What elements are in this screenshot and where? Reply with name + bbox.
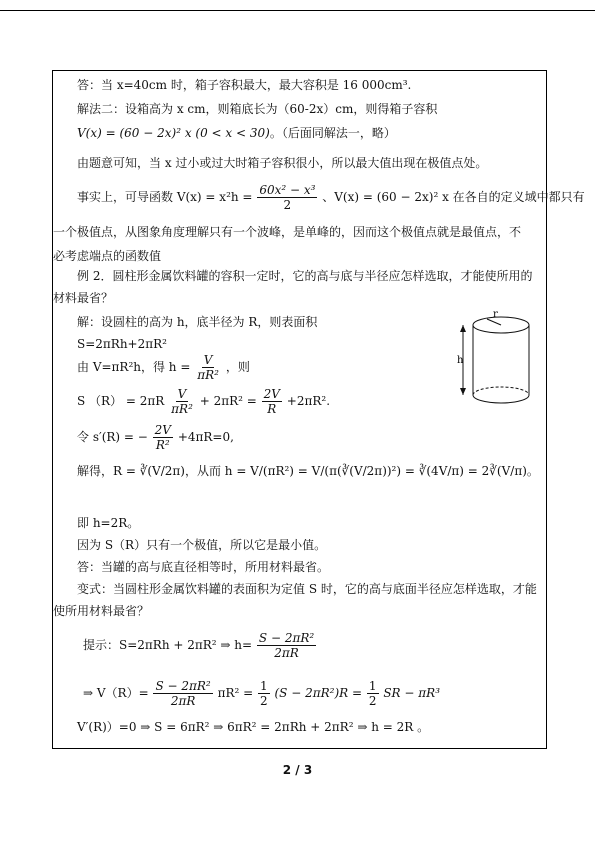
volume-formula-line: V(x) = (60 − 2x)² x (0 < x < 30)。（后面同解法一，略）: [77, 126, 396, 140]
variant-line-1: 变式：当圆柱形金属饮料罐的表面积为定值 S 时，它的高与底面半径应怎样选取，才能: [77, 582, 537, 596]
surface-area-line: S=2πRh+2πR²: [77, 337, 167, 351]
answer2-line: 答：当罐的高与底直径相等时，所用材料最省。: [77, 560, 330, 574]
example2-line-2: 材料最省？: [53, 291, 114, 305]
answer-line: 答：当 x=40cm 时，箱子容积最大，最大容积是 16 000cm³.: [77, 78, 412, 92]
conclusion-line: 即 h=2R。: [77, 516, 140, 530]
extremum-line-1: 一个极值点，从图象角度理解只有一个波峰，是单峰的，因而这个极值点就是最值点，不: [53, 225, 522, 239]
height-formula-line: 由 V=πR²h，得 h = $\frac{V}{\text{πR²}}$ ，则: [77, 353, 250, 382]
hint-line: 提示：S=2πRh + 2πR² ⇒ h= $\frac{\text{S − 2πR²}}{2\pi R}$: [83, 631, 315, 660]
surface-function-line: S （R） = 2πR $\frac{V}{\text{πR²}}$ + 2πR² = $\frac{2V}{R}$ +2πR².: [77, 387, 331, 416]
minimum-line: 因为 S（R）只有一个极值，所以它是最小值。: [77, 538, 327, 552]
final-derivation-line: V′(R)）=0 ⇒ S = 6πR² ⇒ 6πR² = 2πRh + 2πR² ⇒ h = 2R 。: [77, 720, 430, 734]
solve-line: 解得，R = ∛(V/2π)，从而 h = V/(πR²) = V/(π(∛(V/2π))²) = ∛(4V/π) = 2∛(V/π)。: [77, 464, 539, 478]
content-frame: [52, 70, 585, 749]
height-label: h: [457, 355, 464, 366]
derivative-zero-line: 令 s′(R) = − $\frac{2V}{\text{R²}}$ +4πR=0,: [77, 423, 234, 452]
radius-label: r: [493, 309, 498, 320]
volume-function-line: ⇒ V（R）= $\frac{\text{S − 2πR²}}{2\pi R}$ πR² = $\frac{1}{2}$ (S − 2πR²)R = $\frac{1}{2}$ SR − πR³: [83, 679, 440, 708]
page-number: 2 / 3: [282, 763, 313, 777]
header-rule: [0, 10, 595, 11]
solution2-line: 解法二：设箱高为 x cm，则箱底长为（60-2x）cm，则得箱子容积: [77, 102, 438, 116]
derivative-line: 事实上，可导函数 V(x) = x²h = $\frac{\text{60x² − x³}}{2}$ 、V(x) = (60 − 2x)² x 在各自的定义域中都只有: [77, 183, 585, 212]
variant-line-2: 使所用材料最省？: [53, 604, 150, 618]
cylinder-diagram: [457, 307, 537, 409]
analysis-line: 由题意可知，当 x 过小或过大时箱子容积很小，所以最大值出现在极值点处。: [77, 156, 488, 170]
example2-line-1: 例 2．圆柱形金属饮料罐的容积一定时，它的高与底与半径应怎样选取，才能使所用的: [77, 269, 533, 283]
extremum-line-2: 必考虑端点的函数值: [53, 249, 162, 263]
solution-intro-line: 解：设圆柱的高为 h，底半径为 R，则表面积: [77, 315, 318, 329]
